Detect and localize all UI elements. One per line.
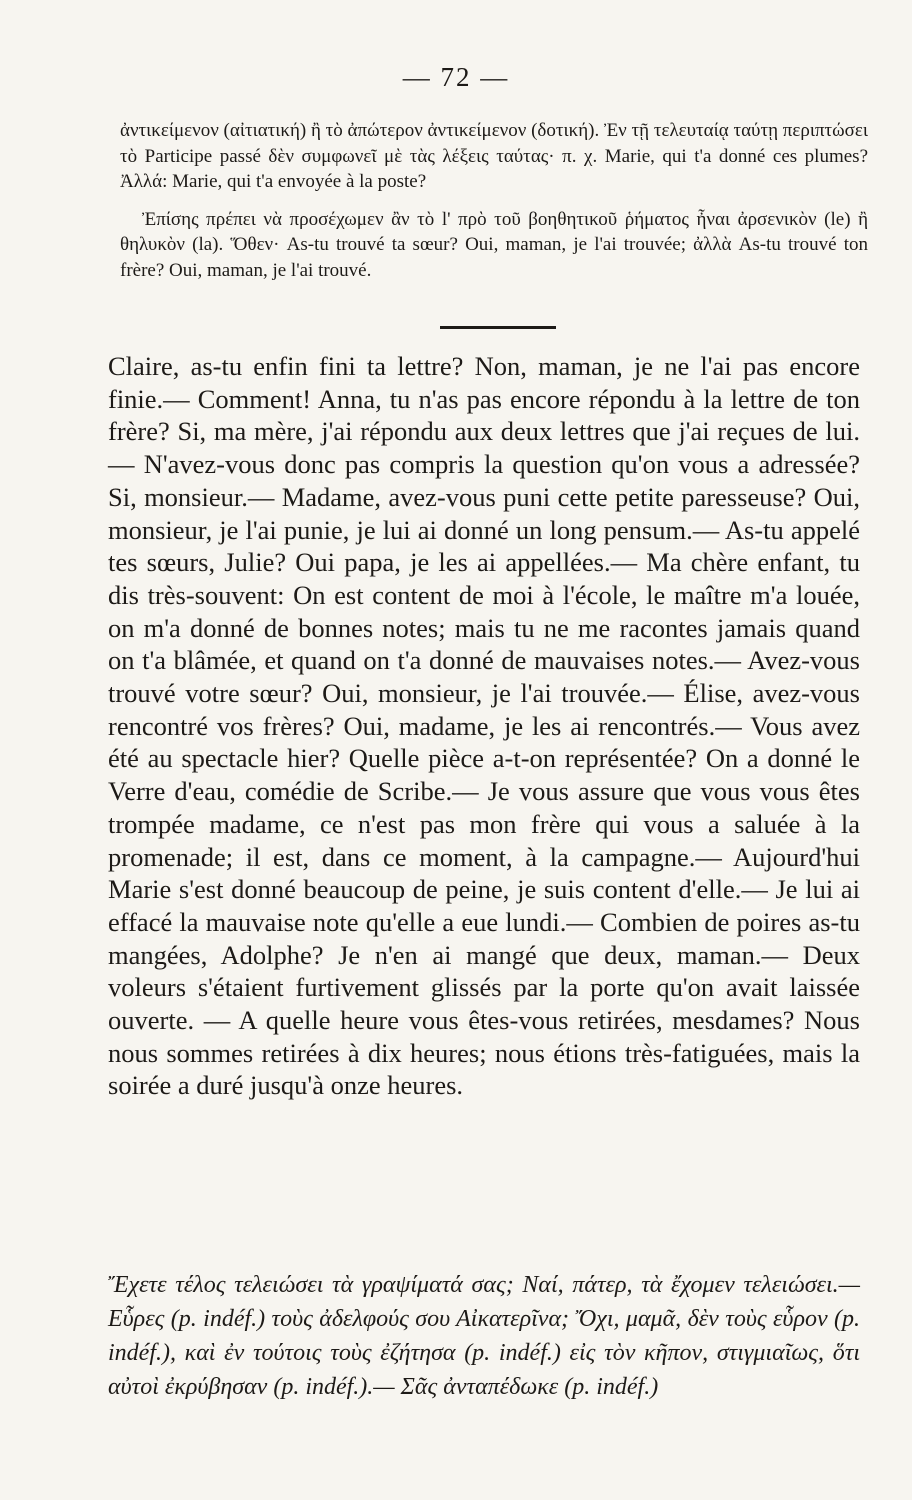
- note-paragraph-1: ἀντικείμενον (αἰτιατική) ἢ τὸ ἀπώτερον ἀντικείμενον (δοτική). Ἐν τῇ τελευταίᾳ ταύτῃ περιπτώσει τὸ Participe passé δὲν συμφωνεῖ μὲ τὰς λέξεις ταύτας· π. χ. Marie, qui t'a donné ces plumes? Ἀλλά: Marie, qui t'a envoyée à la poste?: [120, 120, 869, 192]
- exercise-paragraph: Claire, as-tu enfin fini ta lettre? Non, maman, je ne l'ai pas encore finie.— Comment! Anna, tu n'as pas encore répondu à la lettre de ton frère? Si, ma mère, j'ai répondu aux deux lettres que j'ai reçues de lui.— N'avez-vous donc pas compris la question qu'on vous a adressée? Si, monsieur.— Madame, avez-vous puni cette petite paresseuse? Oui, monsieur, je l'ai punie, je lui ai donné un long pensum.— As-tu appelé tes sœurs, Julie? Oui papa, je les ai appellées.— Ma chère enfant, tu dis très-souvent: On est content de moi à l'école, le maître m'a louée, on m'a donné de bonnes notes; mais tu ne me racontes jamais quand on t'a blâmée, et quand on t'a donné de mauvaises notes.— Avez-vous trouvé votre sœur? Oui, monsieur, je l'ai trouvée.— Élise, avez-vous rencontré vos frères? Oui, madame, je les ai rencontrés.— Vous avez été au spectacle hier? Quelle pièce a-t-on représentée? On a donné le Verre d'eau, comédie de Scribe.— Je vous assure que vous vous êtes trompée madame, ce n'est pas mon frère qui vous a saluée à la promenade; il est, dans ce moment, à la campagne.— Aujourd'hui Marie s'est donné beaucoup de peine, je suis content d'elle.— Je lui ai effacé la mauvaise note qu'elle a eue lundi.— Combien de poires as-tu mangées, Adolphe? Je n'en ai mangé que deux, maman.— Deux voleurs s'étaient furtivement glissés par la porte qu'on avait laissée ouverte. — A quelle heure vous êtes-vous retirées, mesdames? Nous nous sommes retirées à dix heures; nous étions très-fatiguées, mais la soirée a duré jusqu'à onze heures.: [108, 351, 860, 1101]
- greek-paragraph: Ἔχετε τέλος τελειώσει τὰ γραψίματά σας; Ναί, πάτερ, τὰ ἔχομεν τελειώσει.— Εὗρες (p. indéf.) τοὺς ἀδελφούς σου Αἰκατερῖνα; Ὄχι, μαμᾶ, δὲν τοὺς εὗρον (p. indéf.), καὶ ἐν τούτοις τοὺς ἐζήτησα (p. indéf.) εἰς τὸν κῆπον, στιγμιαῖως, ὅτι αὐτοὶ ἐκρύβησαν (p. indéf.).— Σᾶς ἀνταπέδωκε (p. indéf.): [108, 1272, 860, 1400]
- section-divider: [440, 326, 556, 329]
- exercise-text: [108, 350, 860, 1102]
- page-number: — 72 —: [402, 62, 510, 92]
- footnote-block: [120, 118, 868, 283]
- greek-exercise-text: [108, 1268, 860, 1404]
- note-paragraph-2: Ἐπίσης πρέπει νὰ προσέχωμεν ἂν τὸ l' πρὸ τοῦ βοηθητικοῦ ῥήματος ἦναι ἀρσενικὸν (le) ἢ θηλυκὸν (la). Ὅθεν· As-tu trouvé ta sœur? Oui, maman, je l'ai trouvée; ἀλλὰ As-tu trouvé ton frère? Oui, maman, je l'ai trouvé.: [120, 208, 868, 281]
